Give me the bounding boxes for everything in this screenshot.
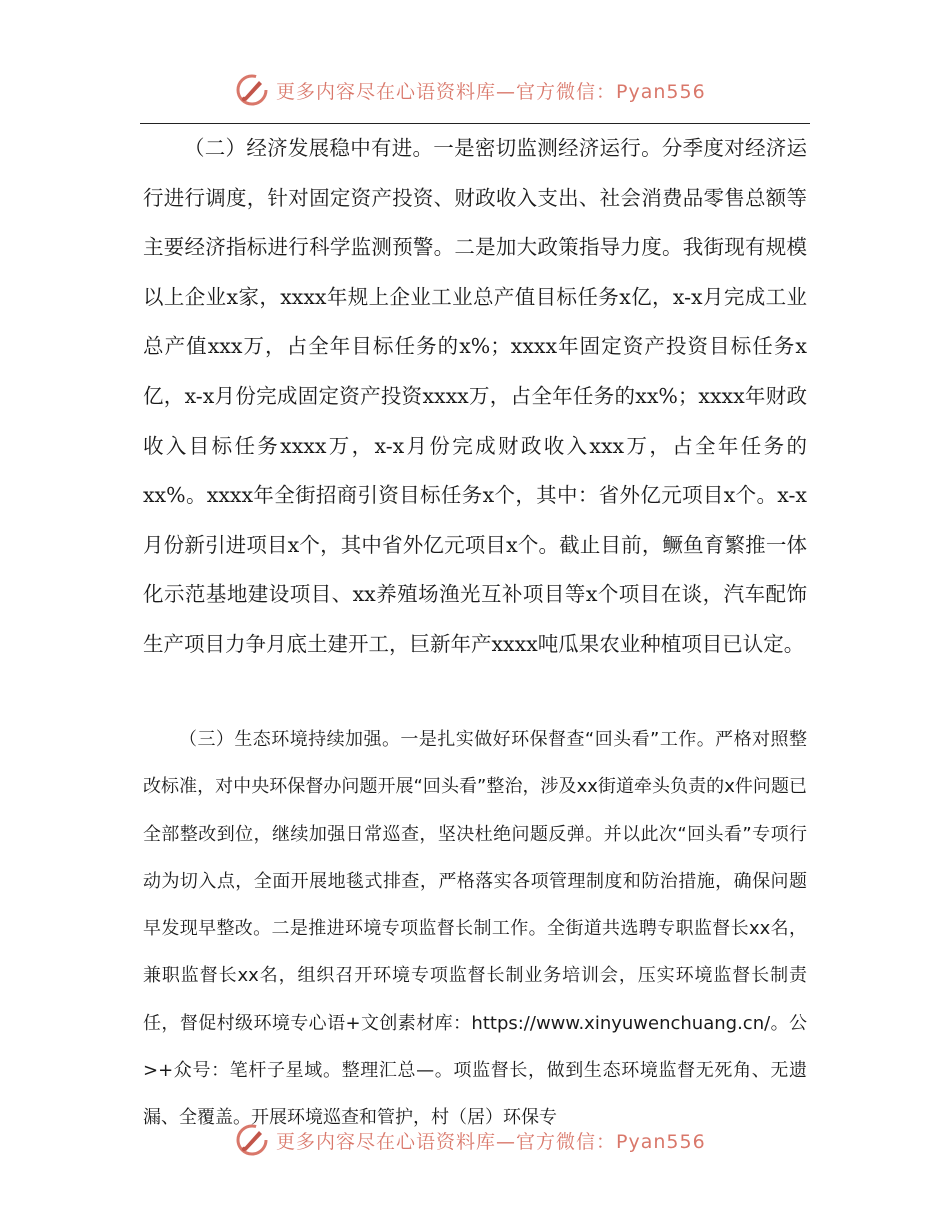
brush-seal-logo-icon [234, 72, 270, 108]
paragraph-economic-development: （二）经济发展稳中有进。一是密切监测经济运行。分季度对经济运行进行调度，针对固定资产投资、财政收入支出、社会消费品零售总额等主要经济指标进行科学监测预警。二是加大政策指导力度。我街现有规模以上企业x家，xxxx年规上企业工业总产值目标任务x亿，x-x月完成工业总产值xxx万，占全年目标任务的x%；xxxx年固定资产投资目标任务x亿，x-x月份完成固定资产投资xxxx万，占全年任务的xx%；xxxx年财政收入目标任务xxxx万，x-x月份完成财政收入xxx万，占全年任务的xx%。xxxx年全街招商引资目标任务x个，其中：省外亿元项目x个。x-x月份新引进项目x个，其中省外亿元项目x个。截止目前，鳜鱼育繁推一体化示范基地建设项目、xx养殖场渔光互补项目等x个项目在谈，汽车配饰生产项目力争月底土建开工，巨新年产xxxx吨瓜果农业种植项目已认定。 [143, 136, 807, 656]
footer-banner-text: 更多内容尽在心语资料库—官方微信：Pyan556 [276, 1130, 706, 1153]
footer-banner [234, 1120, 714, 1160]
header-banner-text: 更多内容尽在心语资料库—官方微信：Pyan556 [276, 80, 706, 103]
brush-seal-logo-icon [234, 1122, 270, 1158]
paragraph-ecological-environment: （三）生态环境持续加强。一是扎实做好环保督查“回头看”工作。严格对照整改标准，对中央环保督办问题开展“回头看”整治，涉及xx街道牵头负责的x件问题已全部整改到位，继续加强日常巡查，坚决杜绝问题反弹。并以此次“回头看”专项行动为切入点，全面开展地毯式排查，严格落实各项管理制度和防治措施，确保问题早发现早整改。二是推进环境专项监督长制工作。全街道共选聘专职监督长xx名，兼职监督长xx名，组织召开环境专项监督长制业务培训会，压实环境监督长制责任，督促村级环境专心语+文创素材库：https://www.xinyuwenchuang.cn/。公>+众号：笔杆子星域。整理汇总—。项监督长，做到生态环境监督无死角、无遗漏、全覆盖。开展环境巡查和管护，村（居）环保专 [143, 729, 807, 1129]
header-banner [234, 70, 714, 110]
